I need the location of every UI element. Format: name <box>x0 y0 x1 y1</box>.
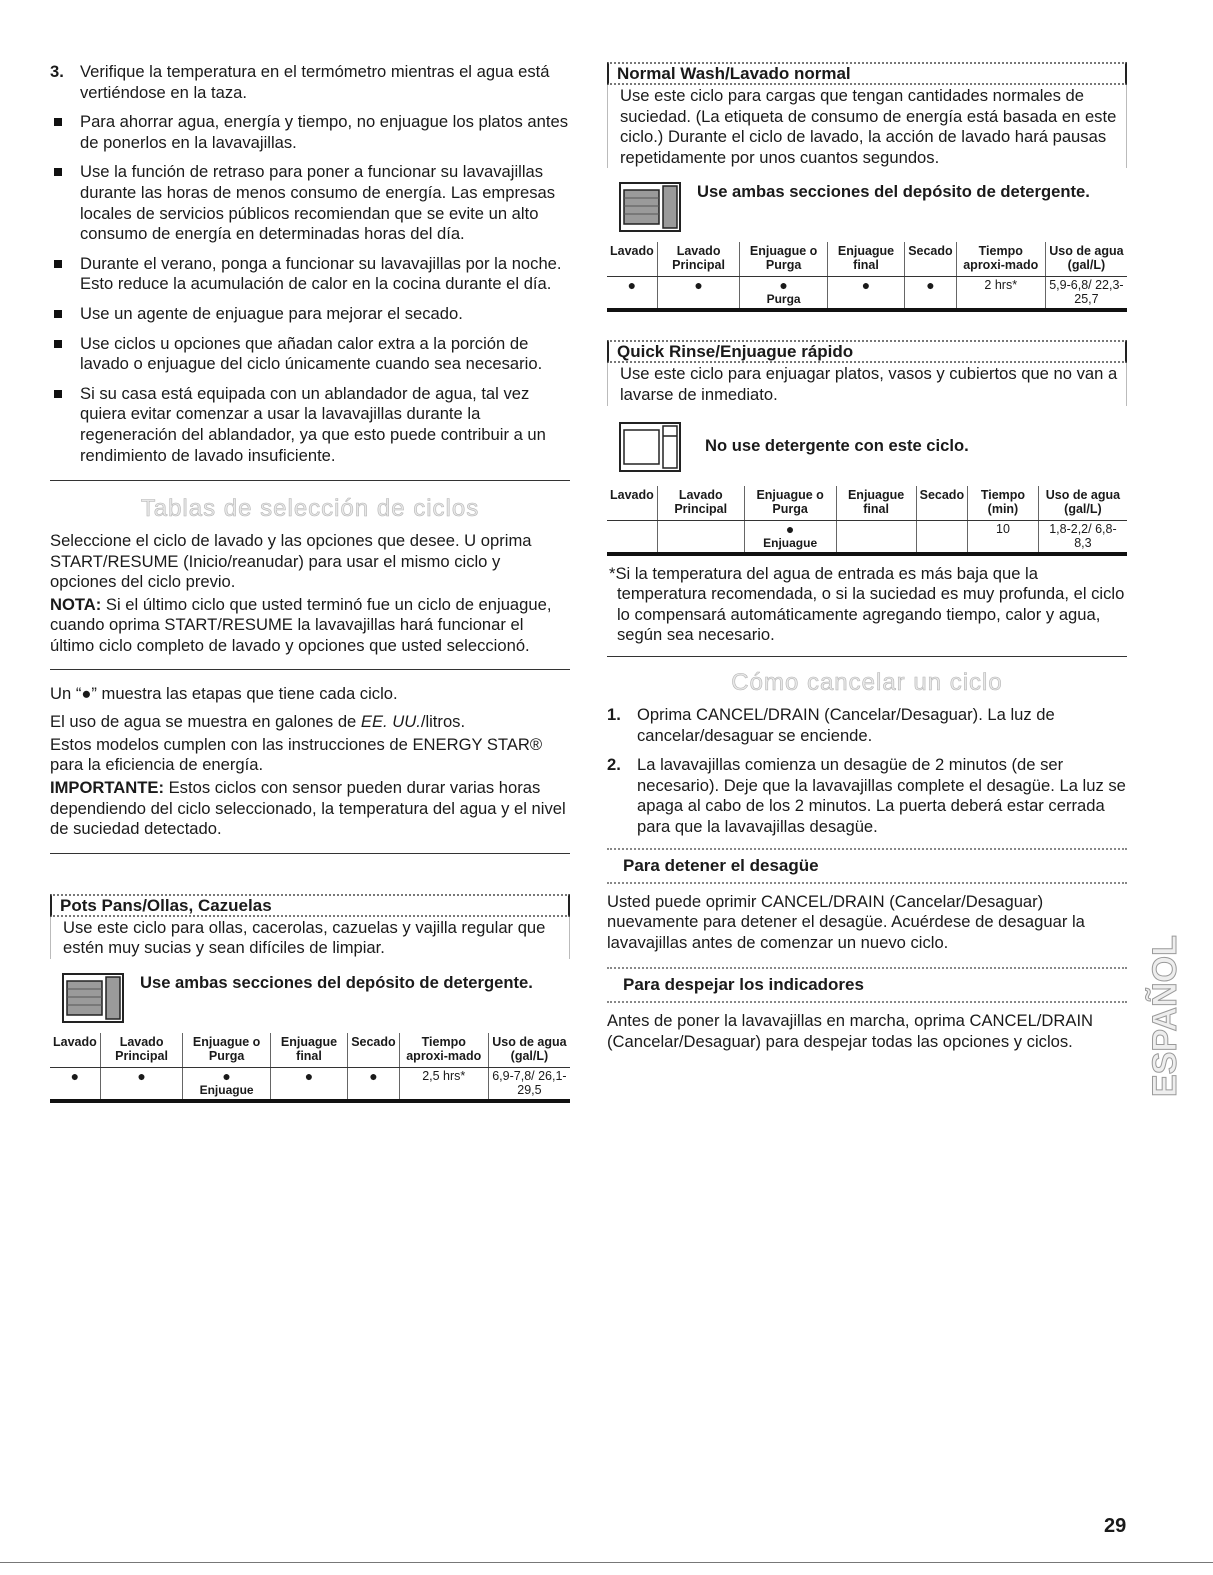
table-cell: ● Purga <box>740 277 827 311</box>
bullet-icon <box>54 340 62 348</box>
detergent-note <box>619 182 1127 232</box>
numbered-item-2: 2. La lavavajillas comienza un desagüe de 2 minutos (de ser necesario). Deje que la lavavajillas complete el desagüe. La luz se apaga al cabo de los 2 minutos. La puerta deberá estar cerrada para que la lavavajillas desagüe. <box>607 755 1126 836</box>
col-header: Lavado <box>50 1033 100 1068</box>
bullet-icon <box>54 390 62 398</box>
clear-indicators-heading: Para despejar los indicadores <box>607 967 1127 1003</box>
bullet-icon <box>54 118 62 126</box>
bullet-icon <box>54 260 62 268</box>
nota-label: NOTA: <box>50 594 102 614</box>
stop-drain-text: Usted puede oprimir CANCEL/DRAIN (Cancelar/Desaguar) nuevamente para detener el desagüe. Acuérdese de desaguar la lavavajillas antes de comenzar un nuevo ciclo. <box>607 891 1085 952</box>
bullet-text: Use la función de retraso para poner a funcionar su lavavajillas durante las horas de menos consumo de energía. Las empresas locales de servicios públicos recomiendan que se evite un alto consumo de energía en determinadas horas del día. <box>80 162 556 244</box>
col-header: Tiempo (min) <box>968 486 1039 521</box>
cycle-description: Use este ciclo para cargas que tengan cantidades normales de suciedad. (La etiqueta de consumo de energía está basada en este ciclo.) Durante el ciclo de lavado, la acción de lavado hará pausas repetidamente por unos cuantos segundos. <box>607 85 1127 168</box>
table-cell: ● <box>50 1068 100 1102</box>
dot-line: Un “●” muestra las etapas que tiene cada ciclo. <box>50 683 398 703</box>
table-cell: 5,9-6,8/ 22,3-25,7 <box>1045 277 1127 311</box>
col-header: Enjuague o Purga <box>183 1033 270 1068</box>
divider <box>607 656 1127 657</box>
table-cell: ● <box>100 1068 183 1102</box>
table-cell: ● <box>607 277 657 311</box>
cycle-title: Pots Pans/Ollas, Cazuelas <box>50 894 570 917</box>
detergent-text: No use detergente con este ciclo. <box>705 435 969 455</box>
left-column <box>50 62 570 1103</box>
bullet-item <box>50 112 570 153</box>
section-title: Cómo cancelar un ciclo <box>731 668 1003 696</box>
water-line-em: EE. UU. <box>360 712 421 732</box>
bullet-item <box>50 334 570 375</box>
table-cell: ● Enjuague <box>183 1068 270 1102</box>
col-header: Uso de agua (gal/L) <box>1038 486 1127 521</box>
clear-indicators-text: Antes de poner la lavavajillas en marcha, oprima CANCEL/DRAIN (Cancelar/Desaguar) para despejar todas las opciones y ciclos. <box>607 1011 1094 1051</box>
col-header: Tiempo aproxi-mado <box>399 1033 488 1068</box>
water-line-a: El uso de agua se muestra en galones de <box>50 712 361 732</box>
page-number: 29 <box>1104 1515 1127 1537</box>
table-cell <box>657 520 744 554</box>
bullet-item <box>50 304 570 325</box>
bullet-item <box>50 384 570 466</box>
bullet-text: Use ciclos u opciones que añadan calor extra a la porción de lavado o enjuague del ciclo únicamente cuando sea necesario. <box>80 333 543 374</box>
bullet-item <box>50 254 570 295</box>
item-number: 3. <box>50 62 64 81</box>
language-side-tab <box>1146 812 1186 1102</box>
col-header: Enjuague final <box>270 1033 347 1068</box>
cycle-quick-rinse <box>607 340 1127 646</box>
table-cell: 2 hrs* <box>956 277 1045 311</box>
table-cell: ● <box>827 277 904 311</box>
water-line <box>50 712 570 733</box>
table-cell: 1,8-2,2/ 6,8-8,3 <box>1038 520 1127 554</box>
cycle-pots-pans <box>50 894 570 1103</box>
bullet-text: Use un agente de enjuague para mejorar el secado. <box>80 303 463 323</box>
col-header: Lavado <box>607 242 657 277</box>
cycle-title: Normal Wash/Lavado normal <box>607 62 1127 85</box>
water-line-b: /litros. <box>420 712 466 732</box>
table-cell: ● <box>270 1068 347 1102</box>
importante-paragraph <box>50 778 570 840</box>
cycle-description: Use este ciclo para enjuagar platos, vasos y cubiertos que no van a lavarse de inmediato. <box>607 363 1127 405</box>
cycle-normal-wash <box>607 62 1127 312</box>
col-header: Enjuague final <box>827 242 904 277</box>
bullet-text: Durante el verano, ponga a funcionar su lavavajillas por la noche. Esto reduce la acumulación de calor en la cocina durante el día. <box>80 253 562 294</box>
table-cell: 2,5 hrs* <box>399 1068 488 1102</box>
right-column <box>607 62 1127 1054</box>
cycle-table <box>50 1033 570 1103</box>
table-cell <box>836 520 916 554</box>
col-header: Lavado Principal <box>657 486 744 521</box>
table-cell <box>607 520 657 554</box>
detergent-note <box>619 422 1127 472</box>
bullet-item <box>50 162 570 244</box>
bullet-text: Para ahorrar agua, energía y tiempo, no enjuague los platos antes de ponerlos en la lavavajillas. <box>80 112 568 152</box>
step-text: Oprima CANCEL/DRAIN (Cancelar/Desaguar). La luz de cancelar/desaguar se enciende. <box>637 704 1055 745</box>
footnote: *Si la temperatura del agua de entrada es más baja que la temperatura recomendada, o si la suciedad es muy profunda, el ciclo lo compensará automáticamente agregando tiempo, calor y agua, según sea necesario. <box>609 563 1125 645</box>
col-header: Lavado <box>607 486 657 521</box>
col-header: Uso de agua (gal/L) <box>1045 242 1127 277</box>
divider <box>50 480 570 481</box>
cycle-description: Use este ciclo para ollas, cacerolas, cazuelas y vajilla regular que estén muy sucias y sean difíciles de limpiar. <box>50 917 570 959</box>
detergent-dispenser-full-icon <box>62 973 124 1023</box>
cycle-title: Quick Rinse/Enjuague rápido <box>607 340 1127 363</box>
divider <box>50 669 570 670</box>
table-cell: 6,9-7,8/ 26,1-29,5 <box>488 1068 570 1102</box>
energy-line: Estos modelos cumplen con las instrucciones de ENERGY STAR® para la eficiencia de energía. <box>50 734 543 775</box>
importante-label: IMPORTANTE: <box>50 778 164 798</box>
numbered-item-1: 1. Oprima CANCEL/DRAIN (Cancelar/Desaguar). La luz de cancelar/desaguar se enciende. <box>607 704 1055 745</box>
step-text: La lavavajillas comienza un desagüe de 2 minutos (de ser necesario). Deje que la lavavajillas complete el desagüe. La luz se apaga al cabo de los 2 minutos. La puerta deberá estar cerrada para que la lavavajillas desagüe. <box>637 755 1126 836</box>
col-header: Enjuague o Purga <box>740 242 827 277</box>
table-cell <box>916 520 967 554</box>
table-cell: ● <box>905 277 956 311</box>
col-header: Lavado Principal <box>657 242 740 277</box>
bullet-text: Si su casa está equipada con un ablandador de agua, tal vez quiera evitar comenzar a usar la lavavajillas durante la regeneración del ablandador, ya que esto puede contribuir a un rendimiento de lavado insuficiente. <box>80 383 546 465</box>
col-header: Secado <box>348 1033 399 1068</box>
importante-text: Estos ciclos con sensor pueden durar varias horas dependiendo del ciclo seleccionado, la temperatura del agua y el nivel de suciedad detectado. <box>50 778 566 839</box>
cycle-table <box>607 486 1127 556</box>
detergent-text: Use ambas secciones del depósito de detergente. <box>697 182 1090 202</box>
select-text: Seleccione el ciclo de lavado y las opciones que desee. U oprima START/RESUME (Inicio/reanudar) para usar el mismo ciclo y opciones del ciclo previo. <box>50 531 532 592</box>
section-title: Tablas de selección de ciclos <box>140 495 480 523</box>
col-header: Enjuague o Purga <box>744 486 836 521</box>
numbered-item-3 <box>50 62 570 103</box>
detergent-dispenser-full-icon <box>619 182 681 232</box>
col-header: Tiempo aproxi-mado <box>956 242 1045 277</box>
cycle-table <box>607 242 1127 312</box>
table-cell: ● Enjuague <box>744 520 836 554</box>
detergent-note <box>62 973 570 1023</box>
bullet-icon <box>54 310 62 318</box>
col-header: Lavado Principal <box>100 1033 183 1068</box>
bullet-icon <box>54 168 62 176</box>
table-cell: ● <box>348 1068 399 1102</box>
stop-drain-heading: Para detener el desagüe <box>607 848 1127 884</box>
item-text: Verifique la temperatura en el termómetro mientras el agua está vertiéndose en la taza. <box>80 62 550 102</box>
col-header: Secado <box>905 242 956 277</box>
detergent-dispenser-empty-icon <box>619 422 681 472</box>
detergent-text: Use ambas secciones del depósito de detergente. <box>140 973 533 992</box>
table-cell: 10 <box>968 520 1039 554</box>
table-cell: ● <box>657 277 740 311</box>
col-header: Enjuague final <box>836 486 916 521</box>
nota-paragraph <box>50 595 570 657</box>
col-header: Uso de agua (gal/L) <box>488 1033 570 1068</box>
divider <box>50 853 570 854</box>
nota-text: Si el último ciclo que usted terminó fue un ciclo de enjuague, cuando oprima START/RESUME la lavavajillas hará funcionar el último ciclo completo de lavado y opciones que usted seleccionó. <box>50 594 552 656</box>
svg-text:ESPAÑOL: ESPAÑOL <box>1146 935 1184 1097</box>
col-header: Secado <box>916 486 967 521</box>
bottom-rule <box>0 1562 1213 1563</box>
